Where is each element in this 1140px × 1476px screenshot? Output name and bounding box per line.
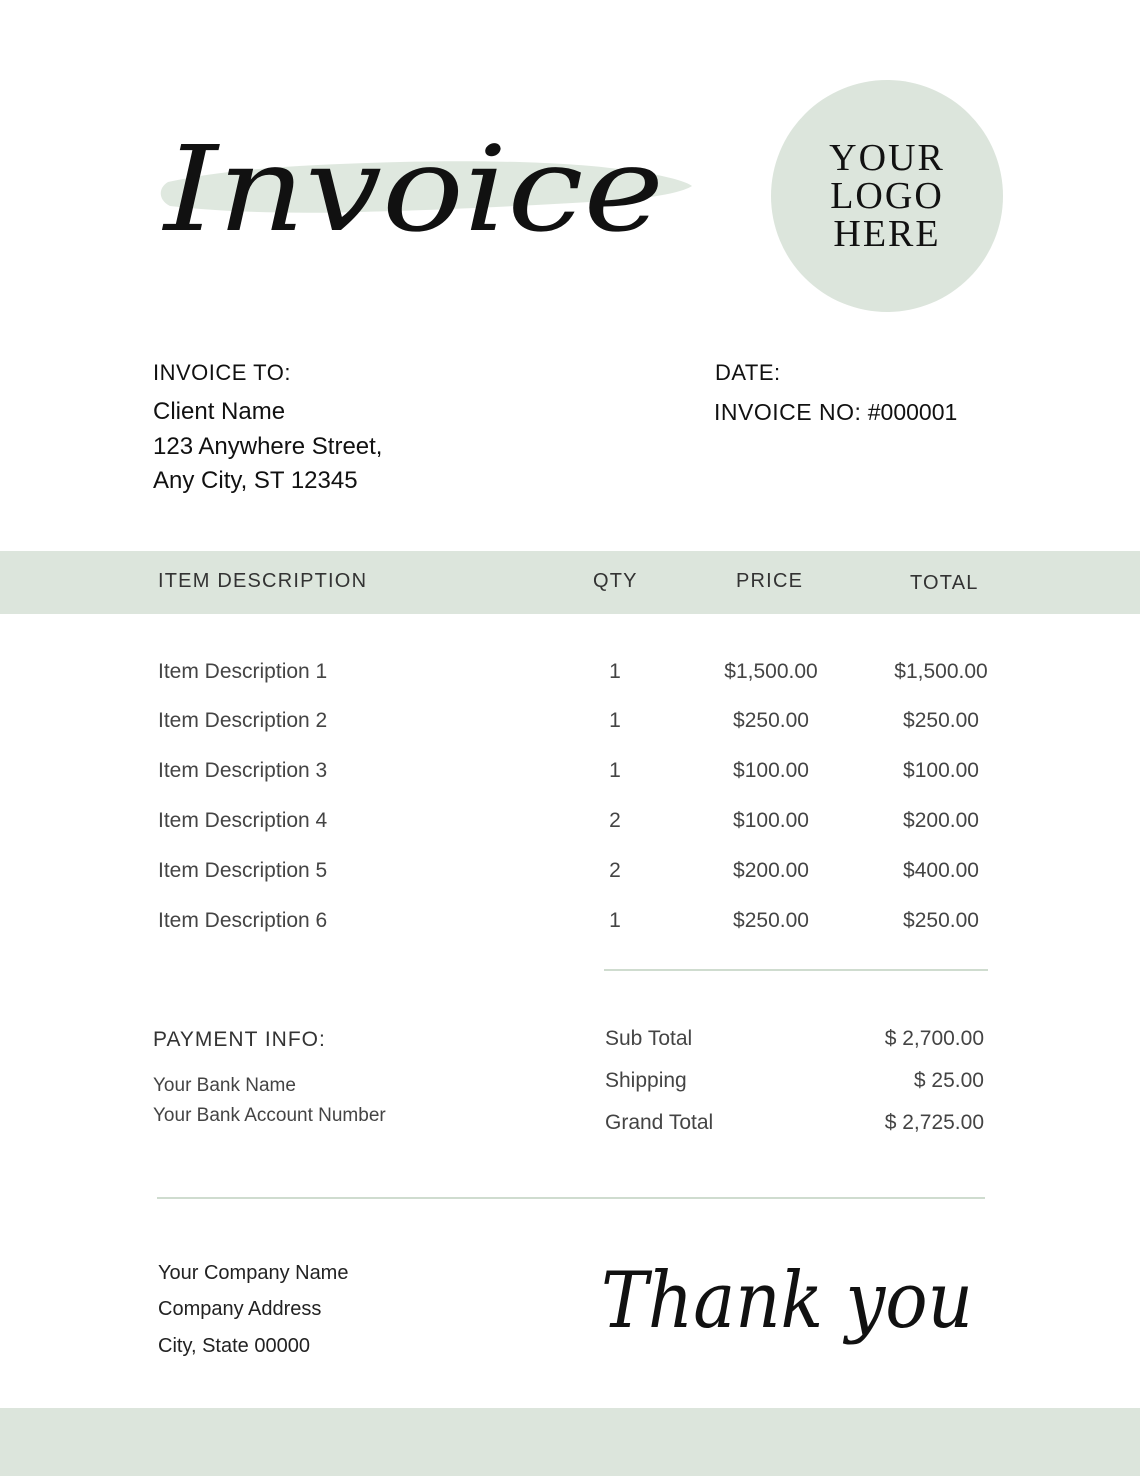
- table-header: [0, 551, 1140, 614]
- row-total: $200.00: [903, 809, 979, 832]
- row-price: $250.00: [733, 909, 809, 932]
- client-name: Client Name: [153, 398, 286, 425]
- row-price: $1,500.00: [724, 660, 818, 683]
- row-price: $100.00: [733, 809, 809, 832]
- row-description: Item Description 1: [158, 660, 328, 683]
- invoice-title: [140, 90, 710, 290]
- logo-text: YOUR LOGO HERE: [829, 137, 945, 255]
- row-price: $100.00: [733, 759, 809, 782]
- row-description: Item Description 2: [158, 709, 328, 732]
- invoice-number-label: INVOICE NO:: [714, 399, 862, 425]
- company-city: City, State 00000: [158, 1335, 310, 1357]
- subtotal-label: Sub Total: [605, 1027, 693, 1050]
- title-graphic: [140, 90, 710, 290]
- row-price: $250.00: [733, 709, 809, 732]
- row-qty: 1: [609, 660, 621, 683]
- totals-divider: [604, 969, 988, 971]
- header-total: TOTAL: [910, 572, 979, 594]
- footer-divider: [157, 1197, 985, 1199]
- row-qty: 2: [609, 859, 621, 882]
- table-row: [0, 660, 1140, 690]
- invoice-to-label: INVOICE TO:: [153, 360, 291, 385]
- invoice-number-value: #000001: [867, 399, 958, 425]
- row-qty: 1: [609, 759, 621, 782]
- row-description: Item Description 4: [158, 809, 328, 832]
- row-price: $200.00: [733, 859, 809, 882]
- row-total: $250.00: [903, 909, 979, 932]
- row-description: Item Description 3: [158, 759, 328, 782]
- row-description: Item Description 5: [158, 859, 328, 882]
- table-row: [0, 859, 1140, 889]
- row-qty: 1: [609, 709, 621, 732]
- invoice-title-text: Invoice: [161, 120, 664, 258]
- client-street: 123 Anywhere Street,: [153, 433, 383, 460]
- row-total: $100.00: [903, 759, 979, 782]
- thank-you-graphic: [595, 1235, 985, 1375]
- row-qty: 2: [609, 809, 621, 832]
- shipping-label: Shipping: [605, 1069, 687, 1092]
- company-name: Your Company Name: [158, 1262, 349, 1284]
- bank-name: Your Bank Name: [153, 1075, 296, 1096]
- row-total: $1,500.00: [894, 660, 988, 683]
- grand-total-label: Grand Total: [605, 1111, 714, 1134]
- footer-band: [0, 1408, 1140, 1476]
- table-row: [0, 759, 1140, 789]
- bank-account-number: Your Bank Account Number: [153, 1105, 386, 1126]
- row-total: $250.00: [903, 709, 979, 732]
- date-label: DATE:: [715, 360, 781, 385]
- header-price: PRICE: [736, 570, 804, 592]
- row-description: Item Description 6: [158, 909, 328, 932]
- logo-placeholder: [771, 80, 1003, 312]
- company-address: Company Address: [158, 1298, 322, 1320]
- header-description: ITEM DESCRIPTION: [158, 570, 368, 592]
- header-qty: QTY: [593, 570, 638, 592]
- client-city: Any City, ST 12345: [153, 467, 358, 494]
- thank-you-signature: [595, 1235, 985, 1375]
- row-total: $400.00: [903, 859, 979, 882]
- payment-info-label: PAYMENT INFO:: [153, 1028, 326, 1051]
- thank-you-text: Thank you: [601, 1256, 973, 1346]
- table-row: [0, 909, 1140, 939]
- subtotal-value: $ 2,700.00: [884, 1027, 984, 1050]
- grand-total-value: $ 2,725.00: [884, 1111, 984, 1134]
- table-row: [0, 809, 1140, 839]
- row-qty: 1: [609, 909, 621, 932]
- table-row: [0, 709, 1140, 739]
- shipping-value: $ 25.00: [913, 1069, 984, 1092]
- invoice-number-row: [714, 399, 957, 426]
